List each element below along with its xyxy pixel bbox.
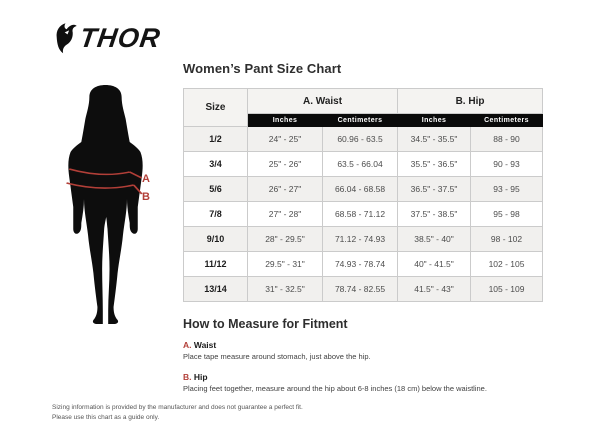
table-row bbox=[184, 277, 543, 302]
measure-description: Place tape measure around stomach, just above the hip. bbox=[183, 352, 371, 362]
table-row bbox=[184, 177, 543, 202]
waist-cm-cell: 60.96 - 63.5 bbox=[323, 127, 398, 152]
size-cell: 7/8 bbox=[184, 202, 248, 227]
size-cell: 9/10 bbox=[184, 227, 248, 252]
female-silhouette bbox=[41, 85, 170, 325]
subheader-hip-inches: Inches bbox=[398, 114, 471, 127]
measure-item-hip bbox=[183, 372, 573, 394]
measure-item-waist bbox=[183, 340, 573, 362]
waist-inches-cell: 24" - 25" bbox=[248, 127, 323, 152]
hip-inches-cell: 36.5" - 37.5" bbox=[398, 177, 471, 202]
disclaimer-line: Please use this chart as a guide only. bbox=[52, 414, 160, 422]
measure-key: B. bbox=[183, 371, 192, 382]
column-header-size: Size bbox=[184, 89, 248, 127]
measure-label bbox=[183, 372, 573, 383]
measurement-figure bbox=[41, 85, 170, 325]
waist-inches-cell: 28" - 29.5" bbox=[248, 227, 323, 252]
hip-cm-cell: 90 - 93 bbox=[471, 152, 543, 177]
hip-inches-cell: 38.5" - 40" bbox=[398, 227, 471, 252]
hip-cm-cell: 102 - 105 bbox=[471, 252, 543, 277]
measure-name: Waist bbox=[193, 340, 217, 350]
size-table bbox=[183, 88, 543, 302]
waist-cm-cell: 78.74 - 82.55 bbox=[323, 277, 398, 302]
disclaimer-line: Sizing information is provided by the manufacturer and does not guarantee a perfect fit. bbox=[52, 404, 303, 411]
hip-inches-cell: 41.5" - 43" bbox=[398, 277, 471, 302]
table-row bbox=[184, 227, 543, 252]
size-cell: 3/4 bbox=[184, 152, 248, 177]
subheader-hip-centimeters: Centimeters bbox=[471, 114, 543, 127]
subheader-waist-centimeters: Centimeters bbox=[323, 114, 398, 127]
hip-cm-cell: 88 - 90 bbox=[471, 127, 543, 152]
size-cell: 13/14 bbox=[184, 277, 248, 302]
hip-inches-cell: 35.5" - 36.5" bbox=[398, 152, 471, 177]
waist-inches-cell: 27" - 28" bbox=[248, 202, 323, 227]
size-cell: 5/6 bbox=[184, 177, 248, 202]
brand-name: THOR bbox=[77, 22, 163, 53]
table-row bbox=[184, 127, 543, 152]
column-group-hip: B. Hip bbox=[398, 89, 543, 114]
table-row bbox=[184, 152, 543, 177]
measure-name: Hip bbox=[193, 371, 208, 382]
waist-marker-label: A bbox=[142, 173, 150, 185]
how-to-measure-section bbox=[183, 317, 573, 404]
hip-cm-cell: 93 - 95 bbox=[471, 177, 543, 202]
waist-inches-cell: 25" - 26" bbox=[248, 152, 323, 177]
waist-cm-cell: 68.58 - 71.12 bbox=[323, 202, 398, 227]
table-row bbox=[184, 202, 543, 227]
waist-cm-cell: 74.93 - 78.74 bbox=[323, 252, 398, 277]
subheader-waist-inches: Inches bbox=[248, 114, 323, 127]
size-cell: 11/12 bbox=[184, 252, 248, 277]
waist-cm-cell: 66.04 - 68.58 bbox=[323, 177, 398, 202]
goat-head-icon bbox=[53, 22, 78, 54]
hip-inches-cell: 37.5" - 38.5" bbox=[398, 202, 471, 227]
measure-key: A. bbox=[183, 340, 192, 350]
waist-inches-cell: 26" - 27" bbox=[248, 177, 323, 202]
section-heading: How to Measure for Fitment bbox=[183, 317, 348, 331]
column-group-waist: A. Waist bbox=[248, 89, 398, 114]
disclaimer bbox=[52, 403, 303, 423]
measure-label bbox=[183, 340, 573, 351]
table-row bbox=[184, 252, 543, 277]
hip-marker-label: B bbox=[142, 191, 150, 203]
waist-inches-cell: 31" - 32.5" bbox=[248, 277, 323, 302]
page-title: Women’s Pant Size Chart bbox=[183, 61, 342, 76]
hip-cm-cell: 95 - 98 bbox=[471, 202, 543, 227]
waist-inches-cell: 29.5" - 31" bbox=[248, 252, 323, 277]
thor-logo bbox=[53, 21, 161, 55]
hip-inches-cell: 40" - 41.5" bbox=[398, 252, 471, 277]
hip-cm-cell: 105 - 109 bbox=[471, 277, 543, 302]
measure-description: Placing feet together, measure around the hip about 6-8 inches (18 cm) below the waistline. bbox=[183, 383, 487, 393]
hip-cm-cell: 98 - 102 bbox=[471, 227, 543, 252]
waist-cm-cell: 63.5 - 66.04 bbox=[323, 152, 398, 177]
size-cell: 1/2 bbox=[184, 127, 248, 152]
waist-cm-cell: 71.12 - 74.93 bbox=[323, 227, 398, 252]
hip-inches-cell: 34.5" - 35.5" bbox=[398, 127, 471, 152]
